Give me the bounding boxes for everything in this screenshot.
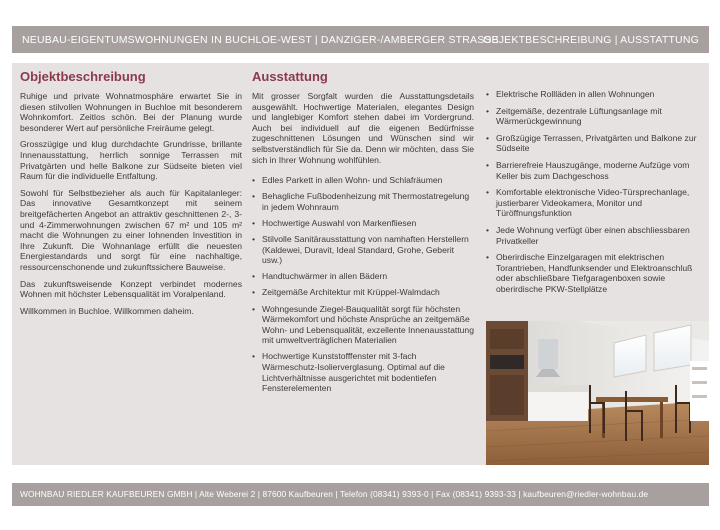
- content-panel: [12, 63, 709, 465]
- list-item: • Edles Parkett in allen Wohn- und Schlafräumen: [252, 175, 474, 186]
- kitchen-photo: [486, 321, 709, 465]
- objekt-paragraph: Sowohl für Selbstbezieher als auch für Kapitalanleger: Das innovative Gesamtkonzept mit seinem breitgefächerten Angebot an attraktiv geschnittenen 2-, 3- und 4-Zimmerwohnungen zwischen 67 m² und 105 m² macht die Wohnungen zu einer lohnenden Investition in Ihre Zukunft. Die Wohnanlage erfüllt die neuesten Energiestandards und sorgt für eine nachhaltige, ressourcenschonende und zukunftssichere Bauweise.: [20, 187, 242, 272]
- list-item: • Stilvolle Sanitärausstattung von namhaften Herstellern (Kaldewei, Duravit, Ideal Standard, Grohe, Geberit usw.): [252, 234, 474, 266]
- list-item: • Oberirdische Einzelgaragen mit elektrischen Torantrieben, Handfunksender und Elektroanschluß oder abschließbare Tiefgaragenboxen sowie oberirdische PKW-Stellplätze: [486, 252, 702, 294]
- list-item: • Barrierefreie Hauszugänge, moderne Aufzüge vom Keller bis zum Dachgeschoss: [486, 160, 702, 181]
- ausstattung-list: [252, 175, 474, 394]
- objekt-paragraph: Grosszügige und klug durchdachte Grundrisse, brillante Innenausstattung, herrlich sonnige Terrassen mit Privatgärten und helle Balkone zur Südseite bieten viel Raum für die individuelle Entfaltung.: [20, 139, 242, 182]
- ausstattung-column-right: [486, 69, 702, 301]
- list-item: • Großzügige Terrassen, Privatgärten und Balkone zur Südseite: [486, 133, 702, 154]
- list-item: • Jede Wohnung verfügt über einen abschliessbaren Privatkeller: [486, 225, 702, 246]
- objekt-paragraph: Ruhige und private Wohnatmosphäre erwartet Sie in diesen stilvollen Wohnungen in Buchloe mit besonderem Wohnkomfort. Zeitlos schön. Bei der Planung wurde besonderer Wert auf persönliche Freiräume gelegt.: [20, 91, 242, 133]
- list-item: • Zeitgemäße, dezentrale Lüftungsanlage mit Wärmerückgewinnung: [486, 106, 702, 127]
- objektbeschreibung-column: [20, 69, 242, 322]
- list-item: • Hochwertige Auswahl von Markenfliesen: [252, 218, 474, 229]
- footer-bar: [12, 483, 709, 506]
- list-item: • Handtuchwärmer in allen Bädern: [252, 271, 474, 282]
- ausstattung-heading: Ausstattung: [252, 69, 328, 84]
- ausstattung-column: [252, 69, 474, 399]
- objekt-paragraph: Das zukunftsweisende Konzept verbindet modernes Wohnen mit höchster Lebensqualität im Voralpenland.: [20, 278, 242, 300]
- objektbeschreibung-heading: Objektbeschreibung: [20, 69, 146, 84]
- ausstattung-intro: Mit grosser Sorgfalt wurden die Ausstattungsdetails ausgewählt. Hochwertige Materialen, elegantes Design und langlebiger Komfort stehen dabei im Vordergrund. Auch bei individuell auf die eigenen Bedürfnisse zugeschnittenen Lösungen und Wünschen sind wir selbstverständlich für Sie da. Denn wir möchten, dass Sie sich in Ihrer Wohnung wohlfühlen.: [252, 91, 474, 165]
- list-item: • Wohngesunde Ziegel-Bauqualität sorgt für höchsten Wärmekomfort und höchste Ansprüche an zeitgemäße Wohn- und Lebensqualität, exzellente Innenausstattung mit umweltverträglichen Materialien: [252, 304, 474, 346]
- header-title: NEUBAU-EIGENTUMSWOHNUNGEN IN BUCHLOE-WEST | DANZIGER-/AMBERGER STRASSE: [22, 34, 499, 46]
- list-item: • Komfortable elektronische Video-Türsprechanlage, justierbarer Videokamera, Monitor und Türöffnungsfunktion: [486, 187, 702, 219]
- objekt-paragraph: Willkommen in Buchloe. Willkommen daheim.: [20, 305, 194, 316]
- list-item: • Elektrische Rollläden in allen Wohnungen: [486, 89, 702, 100]
- ausstattung-list-right: [486, 89, 702, 295]
- list-item: • Behagliche Fußbodenheizung mit Thermostatregelung in jedem Wohnraum: [252, 191, 474, 212]
- list-item: • Zeitgemäße Architektur mit Krüppel-Walmdach: [252, 287, 474, 298]
- footer-contact: WOHNBAU RIEDLER KAUFBEUREN GMBH | Alte Weberei 2 | 87600 Kaufbeuren | Telefon (08341) 9393-0 | Fax (08341) 9393-33 | kaufbeuren@riedler-wohnbau.de: [20, 489, 649, 499]
- header-section-label: OBJEKTBESCHREIBUNG | AUSSTATTUNG: [483, 34, 699, 46]
- header-bar: [12, 26, 709, 53]
- list-item: • Hochwertige Kunststofffenster mit 3-fach Wärmeschutz-Isolierverglasung. Optimal auf die Lichtverhältnisse ausgerichtet mit bodentiefen Fensterelementen: [252, 351, 474, 393]
